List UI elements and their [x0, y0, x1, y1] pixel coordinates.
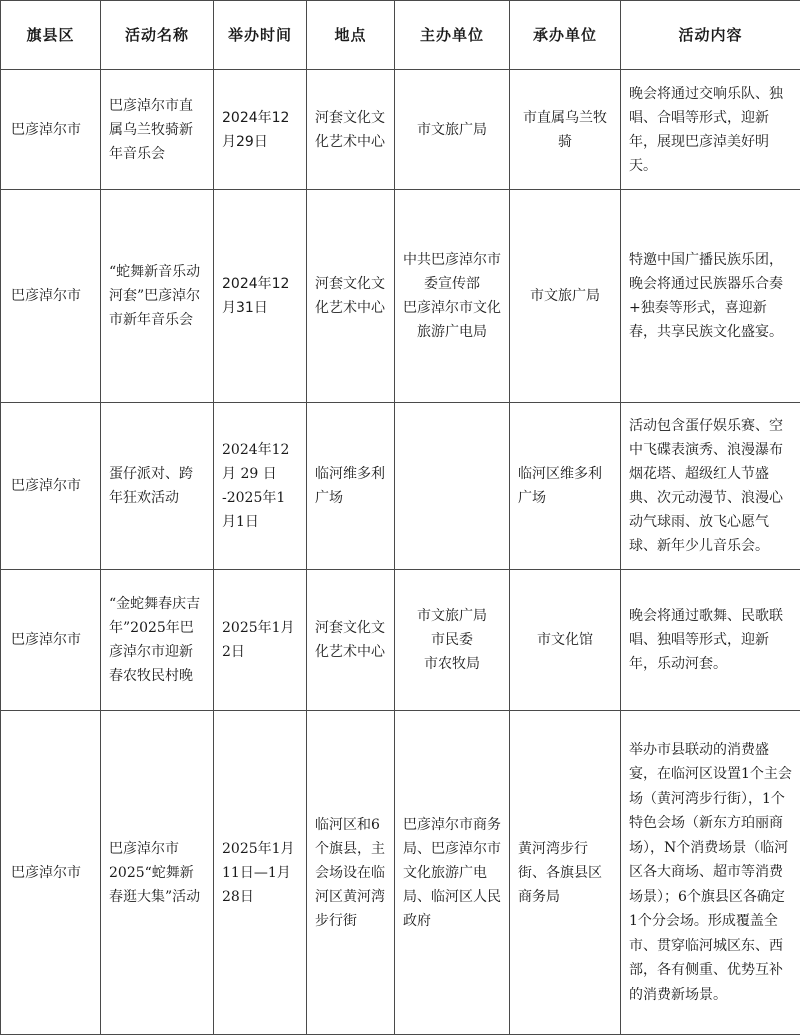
cell-organizer: 市文化馆	[510, 570, 621, 711]
cell-time: 2025年1月2日	[214, 570, 307, 711]
cell-content: 特邀中国广播民族乐团，晚会将通过民族器乐合奏+独奏等形式，喜迎新春，共享民族文化盛宴。	[621, 190, 800, 403]
header-content: 活动内容	[621, 1, 800, 70]
cell-host	[395, 403, 510, 570]
header-region: 旗县区	[1, 1, 101, 70]
table-row	[1, 70, 800, 190]
cell-content: 活动包含蛋仔娱乐赛、空中飞碟表演秀、浪漫瀑布烟花塔、超级红人节盛典、次元动漫节、浪漫心动气球雨、放飞心愿气球、新年少儿音乐会。	[621, 403, 800, 570]
cell-organizer: 黄河湾步行街、各旗县区商务局	[510, 711, 621, 1035]
cell-host: 中共巴彦淖尔市委宣传部 巴彦淖尔市文化旅游广电局	[395, 190, 510, 403]
cell-time: 2025年1月11日—1月28日	[214, 711, 307, 1035]
cell-region: 巴彦淖尔市	[1, 190, 101, 403]
header-organizer: 承办单位	[510, 1, 621, 70]
table-header-row	[1, 1, 800, 70]
cell-host: 市文旅广局	[395, 70, 510, 190]
cell-activity-name: 巴彦淖尔市2025“蛇舞新春逛大集”活动	[101, 711, 214, 1035]
cell-content: 晚会将通过歌舞、民歌联唱、独唱等形式，迎新年，乐动河套。	[621, 570, 800, 711]
cell-venue: 河套文化文化艺术中心	[307, 70, 395, 190]
cell-region: 巴彦淖尔市	[1, 70, 101, 190]
cell-venue: 临河区和6个旗县，主会场设在临河区黄河湾步行街	[307, 711, 395, 1035]
cell-venue: 河套文化文化艺术中心	[307, 570, 395, 711]
cell-host: 市文旅广局 市民委 市农牧局	[395, 570, 510, 711]
cell-time: 2024年12月31日	[214, 190, 307, 403]
cell-activity-name: “蛇舞新音乐动河套”巴彦淖尔市新年音乐会	[101, 190, 214, 403]
cell-time: 2024年12月 29 日 -2025年1月1日	[214, 403, 307, 570]
header-host: 主办单位	[395, 1, 510, 70]
cell-venue: 临河维多利广场	[307, 403, 395, 570]
cell-region: 巴彦淖尔市	[1, 711, 101, 1035]
table-row	[1, 711, 800, 1035]
cell-region: 巴彦淖尔市	[1, 570, 101, 711]
cell-activity-name: 蛋仔派对、跨年狂欢活动	[101, 403, 214, 570]
table-row	[1, 403, 800, 570]
cell-venue: 河套文化文化艺术中心	[307, 190, 395, 403]
cell-organizer: 市文旅广局	[510, 190, 621, 403]
table-row	[1, 190, 800, 403]
cell-activity-name: “金蛇舞春庆吉年”2025年巴彦淖尔市迎新春农牧民村晚	[101, 570, 214, 711]
cell-content: 举办市县联动的消费盛宴，在临河区设置1个主会场（黄河湾步行街），1个特色会场（新东方珀丽商场），N个消费场景（临河区各大商场、超市等消费场景）；6个旗县区各确定1个分会场。形成覆盖全市、贯穿临河城区东、西部，各有侧重、优势互补的消费新场景。	[621, 711, 800, 1035]
header-activity-name: 活动名称	[101, 1, 214, 70]
table-row	[1, 570, 800, 711]
cell-time: 2024年12月29日	[214, 70, 307, 190]
header-time: 举办时间	[214, 1, 307, 70]
header-venue: 地点	[307, 1, 395, 70]
cell-activity-name: 巴彦淖尔市直属乌兰牧骑新年音乐会	[101, 70, 214, 190]
cell-region: 巴彦淖尔市	[1, 403, 101, 570]
cell-organizer: 市直属乌兰牧骑	[510, 70, 621, 190]
cell-host: 巴彦淖尔市商务局、巴彦淖尔市文化旅游广电局、临河区人民政府	[395, 711, 510, 1035]
cell-content: 晚会将通过交响乐队、独唱、合唱等形式，迎新年，展现巴彦淖美好明天。	[621, 70, 800, 190]
cell-organizer: 临河区维多利广场	[510, 403, 621, 570]
